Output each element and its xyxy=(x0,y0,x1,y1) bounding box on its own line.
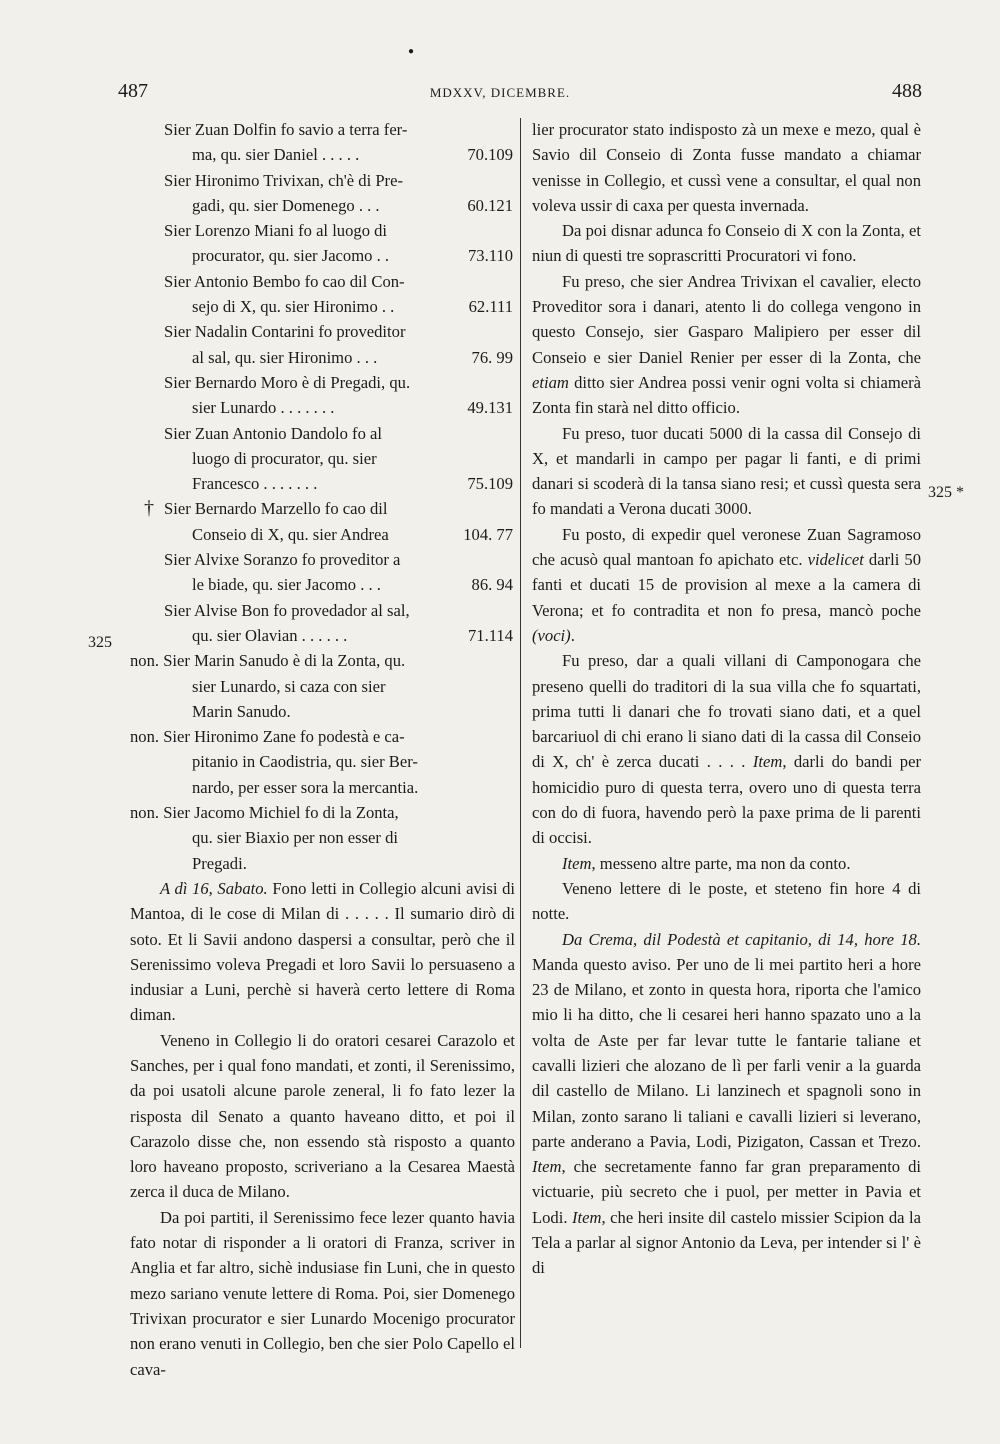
text-paragraph: Da poi disnar adunca fo Conseio di X con la Zonta, et niun di questi tre soprascritti Procuratori vi fono. xyxy=(532,221,921,266)
vote-count: 76. 99 xyxy=(471,347,513,367)
entry-name-line: Sier Zuan Dolfin fo savio a terra fer- xyxy=(164,120,408,139)
print-speck: ● xyxy=(408,46,415,57)
entry-continuation: nardo, per esser sora la mercantia. xyxy=(192,777,419,797)
entry-name-line: Sier Bernardo Moro è di Pregadi, qu. xyxy=(164,372,411,392)
entry-continuation: Marin Sanudo. xyxy=(192,701,291,721)
vote-entry xyxy=(130,269,515,320)
left-column xyxy=(130,117,515,1382)
italic-phrase: Item xyxy=(562,853,592,873)
text-paragraph: Veneno in Collegio li do oratori cesarei Carazolo et Sanches, per i qual fono mandati, et zonti, il Serenissimo, da poi usatoli alcune parole zeneral, li fo fato lezer la risposta dil Senato a quanto haveano ditto, et poi il Carazolo disse che, non essendo stà risposto a quanto loro haveano proposto, scriveriano a la Cesarea Maestà zerca il duca de Milano. xyxy=(130,1030,515,1202)
text-paragraph: Fu preso, che sier Andrea Trivixan el cavalier, electo Proveditor sora i danari, atento li do collega vengono in questo Consejo, sier Gasparo Malipiero per esser dil Conseio e sier Daniel Renier per esser di la Zonta, che etiam ditto sier Andrea possi venir ogni volta si chiamerà Zonta fin starà nel ditto officio. xyxy=(532,271,921,418)
entry-detail-line: Francesco . . . . . . . 75.109 xyxy=(130,471,515,496)
margin-note-right: 325 * xyxy=(928,484,964,501)
text-paragraph: Fu preso, dar a quali villani di Camponogara che preseno quelli do traditori di la sua villa che fo squartati, prima tutti li danari che fo trovati siano dati, et a quel barcariuol di chi erano li siano dati di la cassa dil Conseio di X, ch' è zerca ducati . . . . Item, darli do bandi per homicidio puro di questa terra, overo uno di questa terra con do di fuora, havendo però la paxe prima de li parenti di occisi. xyxy=(532,651,921,848)
entry-name-line: Sier Alvise Bon fo provedador al sal, xyxy=(164,600,410,620)
vote-count: 73.110 xyxy=(467,246,513,266)
non-eligible-entry xyxy=(130,800,515,876)
vote-entry xyxy=(130,117,515,168)
entry-name-line: Sier Zuan Antonio Dandolo fo al xyxy=(164,423,382,443)
date-heading: A dì 16, Sabato. xyxy=(160,878,268,898)
entry-detail-line: Conseio di X, qu. sier Andrea 104. 77 xyxy=(130,522,515,547)
italic-phrase: Da Crema, dil Podestà et capitanio, di 14, hore 18. xyxy=(562,929,921,949)
text-paragraph: Da poi partiti, il Serenissimo fece lezer quanto havia fato notar di risponder a li oratori di Franza, scriver in Anglia et far altro, sichè indusiase fin Luni, che in questo mezo sariano venute lettere di Roma. Poi, sier Domenego Trivixan procurator e sier Lunardo Mocenigo procurator non erano venuti in Collegio, ben che sier Polo Capello el cava- xyxy=(130,1207,515,1379)
vote-entry xyxy=(130,370,515,421)
page-header xyxy=(0,80,1000,110)
text-paragraph: Item, messeno altre parte, ma non da conto. xyxy=(562,853,851,873)
italic-phrase: (voci) xyxy=(532,625,571,645)
italic-phrase: videlicet xyxy=(807,550,864,570)
italic-phrase: etiam xyxy=(532,372,569,392)
entry-name-line: non. Sier Marin Sanudo è di la Zonta, qu. xyxy=(130,651,406,671)
entry-continuation: Pregadi. xyxy=(192,853,247,873)
vote-entry xyxy=(130,598,515,649)
non-eligible-entry xyxy=(130,724,515,800)
entry-detail-line: sier Lunardo . . . . . . . 49.131 xyxy=(130,395,515,420)
vote-count: 60.121 xyxy=(467,195,513,215)
entry-detail-line: gadi, qu. sier Domenego . . . 60.121 xyxy=(130,193,515,218)
italic-phrase: Item xyxy=(572,1207,602,1227)
entry-name-line: Sier Nadalin Contarini fo proveditor xyxy=(164,322,406,342)
vote-entry xyxy=(130,319,515,370)
entry-detail-line: qu. sier Olavian . . . . . . 71.114 xyxy=(130,623,515,648)
entry-name-line: Sier Hironimo Trivixan, ch'è di Pre- xyxy=(164,170,403,190)
entry-detail-line: sejo di X, qu. sier Hironimo . . 62.111 xyxy=(130,294,515,319)
entry-name-line: non. Sier Hironimo Zane fo podestà e ca- xyxy=(130,727,405,747)
entry-detail-line: ma, qu. sier Daniel . . . . . 70.109 xyxy=(130,142,515,167)
vote-count: 71.114 xyxy=(467,625,513,645)
non-eligible-entry xyxy=(130,648,515,724)
entry-name-line: non. Sier Jacomo Michiel fo di la Zonta, xyxy=(130,803,399,823)
text-paragraph: Veneno lettere di le poste, et steteno fin hore 4 di notte. xyxy=(532,878,921,924)
vote-count: 62.111 xyxy=(468,297,513,317)
right-column xyxy=(532,117,921,1281)
margin-note-left: 325 xyxy=(88,634,112,651)
vote-entry xyxy=(130,218,515,269)
vote-count: 86. 94 xyxy=(471,575,513,595)
entry-continuation: qu. sier Biaxio per non esser di xyxy=(192,828,398,848)
text-paragraph: lier procurator stato indisposto zà un mexe e mezo, qual è Savio dil Conseio di Zonta fusse mandato a chiamar venisse in Collegio, et cussì vene a consultar, el qual non voleva ussir di caxa per questa invernada. xyxy=(532,120,921,215)
entry-detail-line: al sal, qu. sier Hironimo . . . 76. 99 xyxy=(130,345,515,370)
vote-entry xyxy=(130,421,515,497)
vote-count: 104. 77 xyxy=(463,524,513,544)
text-paragraph: Da Crema, dil Podestà et capitanio, di 14, hore 18. Manda questo aviso. Per uno de li mei partito heri a hore 23 de Milano, et zonto in questa hora, riporta che l'amico mio li ha ditto, che li cesarei heri hanno spazato uno a la volta de Aste per far levar tutte le fantarie taliane et cavalli lizieri che alozano de lì per farli venir a la guarda dil castello de Milano. Li lanzinech et spagnoli sono in Milan, zonto sarano li taliani e cavalli lizieri si leverano, parte anderano a Pavia, Lodi, Pizigaton, Cassan et Trezo. Item, che secretamente fanno far gran preparamento di victuarie, più secreto che i puol, per metter in Pavia et Lodi. Item, che heri insite dil castelo missier Scipion da la Tela a parlar al signor Antonio da Leva, per intender si l' è di xyxy=(532,929,922,1278)
italic-phrase: Item xyxy=(752,752,783,772)
entry-name-line: Sier Lorenzo Miani fo al luogo di xyxy=(164,221,388,241)
running-title: MDXXV, DICEMBRE. xyxy=(429,85,571,100)
vote-count: 49.131 xyxy=(467,398,513,418)
text-paragraph: Fu posto, di expedir quel veronese Zuan Sagramoso che acusò qual mantoan fo apichato etc. videlicet darli 50 fanti et ducati 15 de provision al mexe a la camera di Verona; et fo contradita et non fo presa, mancò poche (voci). xyxy=(532,524,921,645)
entry-name-line: Sier Alvixe Soranzo fo proveditor a xyxy=(164,550,401,570)
vote-entry xyxy=(130,168,515,219)
vote-count: 70.109 xyxy=(467,145,513,165)
entry-detail-line: procurator, qu. sier Jacomo . . 73.110 xyxy=(130,243,515,268)
dagger-mark: † xyxy=(144,497,154,520)
entry-continuation: pitanio in Caodistria, qu. sier Ber- xyxy=(192,752,418,772)
vote-entry xyxy=(130,547,515,598)
entry-continuation: luogo di procurator, qu. sier xyxy=(192,448,377,468)
vote-count: 75.109 xyxy=(467,474,513,494)
entry-name-line: Sier Antonio Bembo fo cao dil Con- xyxy=(164,271,405,291)
entry-detail-line: le biade, qu. sier Jacomo . . . 86. 94 xyxy=(130,572,515,597)
page-number-left: 487 xyxy=(118,80,148,102)
column-divider xyxy=(520,118,521,1348)
vote-entry xyxy=(130,496,515,547)
page-number-right: 488 xyxy=(892,80,922,102)
italic-phrase: Item xyxy=(532,1157,562,1177)
text-paragraph: Fu preso, tuor ducati 5000 di la cassa dil Consejo di X, et mandarli in campo per pagar li fanti, e di primi danari si scoderà di la tansa siano resi; et cussì questa sera fo mandati a Verona ducati 3000. xyxy=(532,423,921,519)
entry-name-line: Sier Bernardo Marzello fo cao dil xyxy=(164,499,388,519)
entry-continuation: sier Lunardo, si caza con sier xyxy=(192,676,386,696)
text-paragraph: A dì 16, Sabato. Fono letti in Collegio alcuni avisi di Mantoa, di le cose di Milan di . . . . . Il sumario dirò di soto. Et li Savii andono daspersi a consultar, però che il Serenissimo voleva Pregadi et loro Savii lo persuaseno a indusiar a Luni, perchè si haverà certo lettere di Roma diman. xyxy=(130,878,515,1025)
